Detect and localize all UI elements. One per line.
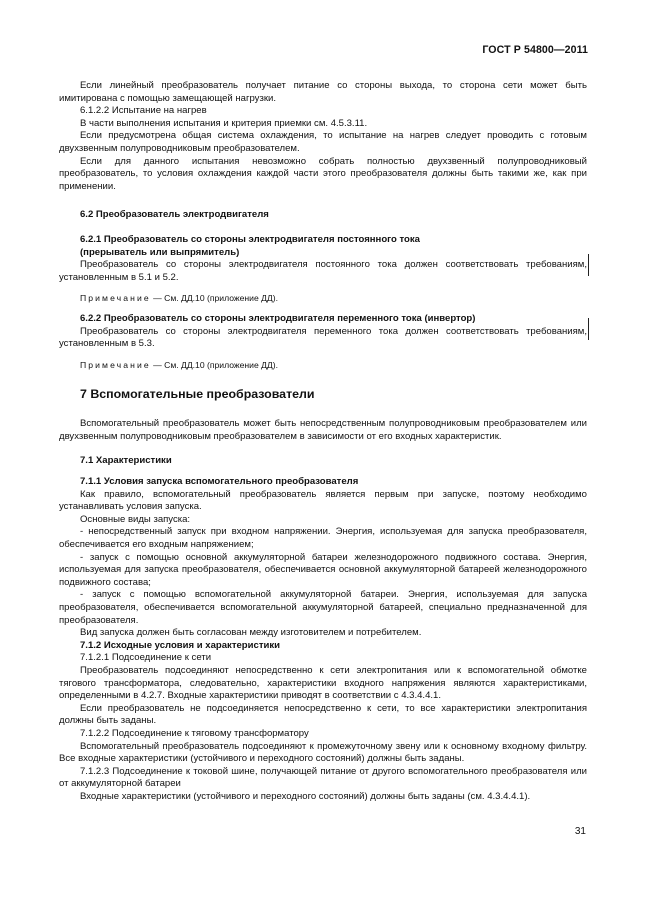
page-number: 31: [574, 826, 586, 837]
subsection-heading: 7.1.1 Условия запуска вспомогательного преобразователя: [80, 476, 359, 488]
note-text: — См. ДД.10 (приложение ДД).: [153, 359, 279, 370]
document-body: [59, 80, 587, 804]
note: [59, 292, 587, 305]
paragraph: Если предусмотрена общая система охлаждения, то испытание на нагрев следует проводить с готовым двухзвенным полупроводниковым преобразователем.: [59, 130, 587, 154]
subsection-title: 6.1.2.2 Испытание на нагрев: [80, 105, 207, 117]
list-item: - запуск с помощью основной аккумуляторной батареи железнодорожного подвижного состава. Энергия, используемая для запуска преобразователя, обеспечивается основной аккумуляторной батареей железнодорожного подвижного состава;: [59, 551, 587, 588]
note-text: — См. ДД.10 (приложение ДД).: [153, 293, 279, 304]
chapter-heading: 7 Вспомогательные преобразователи: [80, 387, 315, 402]
paragraph: Как правило, вспомогательный преобразователь является первым при запуске, поэтому необходимо устанавливать условия запуска.: [59, 488, 587, 513]
paragraph: Основные виды запуска:: [80, 513, 191, 525]
note-label: Примечание: [80, 293, 151, 304]
note: [59, 359, 587, 372]
paragraph: Вид запуска должен быть согласован между изготовителем и потребителем.: [80, 627, 422, 639]
paragraph: В части выполнения испытания и критерия приемки см. 4.5.3.11.: [80, 117, 368, 129]
paragraph: Если для данного испытания невозможно собрать полностью двухзвенный полупроводниковый преобразователь, то условия охлаждения каждой части этого преобразователя должны быть такими же, как при применении.: [59, 155, 587, 192]
paragraph: Если линейный преобразователь получает питание со стороны выхода, то сторона сети может быть имитирована с помощью замещающей нагрузки.: [59, 80, 587, 104]
section-heading: 7.1 Характеристики: [80, 455, 172, 467]
paragraph: Вспомогательный преобразователь может быть непосредственным полупроводниковым преобразователем или двухзвенным полупроводниковым преобразователем в зависимости от его входных характеристик.: [59, 418, 587, 442]
subsection-heading-cont: (прерыватель или выпрямитель): [80, 246, 240, 258]
paragraph: Если преобразователь не подсоединяется непосредственно к сети, то все характеристики электропитания должны быть заданы.: [59, 702, 587, 727]
paragraph: Вспомогательный преобразователь подсоединяют к промежуточному звену или к основному входному фильтру. Все входные характеристики (устойчивого и переходного состояний) должны быть заданы.: [59, 740, 587, 765]
section-heading: 6.2 Преобразователь электродвигателя: [80, 209, 269, 221]
subsection-title: 7.1.2.3 Подсоединение к токовой шине, получающей питание от другого вспомогательного преобразователя или от аккумуляторной батареи: [59, 765, 587, 790]
subsection-title: 7.1.2.2 Подсоединение к тяговому трансформатору: [80, 727, 309, 739]
paragraph: Преобразователь подсоединяют непосредственно к сети электропитания или к вспомогательной обмотке тягового трансформатора, следовательно, характеристики входного напряжения являются характеристиками, определенными в 4.2.7. Входные характеристики приводят в соответствии с 4.3.4.4.1.: [59, 664, 587, 702]
note-label: Примечание: [80, 359, 151, 370]
subsection-title: 7.1.2.1 Подсоединение к сети: [80, 652, 212, 664]
subsection-heading: 7.1.2 Исходные условия и характеристики: [80, 639, 281, 651]
list-item: - непосредственный запуск при входном напряжении. Энергия, используемая для запуска преобразователя, обеспечивается его входным напряжением;: [59, 526, 587, 551]
change-bar: [588, 254, 589, 276]
paragraph: Преобразователь со стороны электродвигателя переменного тока должен соответствовать требованиям, установленным в 5.3.: [59, 325, 587, 350]
subsection-heading: 6.2.1 Преобразователь со стороны электродвигателя постоянного тока: [80, 233, 420, 245]
list-item: - запуск с помощью вспомогательной аккумуляторной батареи. Энергия, используемая для запуска преобразователя, обеспечивается вспомогательной аккумуляторной батареей, специально предназначенной для преобразователя.: [59, 589, 587, 626]
paragraph: Входные характеристики (устойчивого и переходного состояний) должны быть заданы (см. 4.3.4.4.1).: [80, 790, 531, 802]
subsection-heading: 6.2.2 Преобразователь со стороны электродвигателя переменного тока (инвертор): [80, 312, 476, 324]
standard-header: ГОСТ Р 54800—2011: [482, 44, 588, 56]
change-bar: [588, 318, 589, 340]
paragraph: Преобразователь со стороны электродвигателя постоянного тока должен соответствовать требованиям, установленным в 5.1 и 5.2.: [59, 259, 587, 283]
